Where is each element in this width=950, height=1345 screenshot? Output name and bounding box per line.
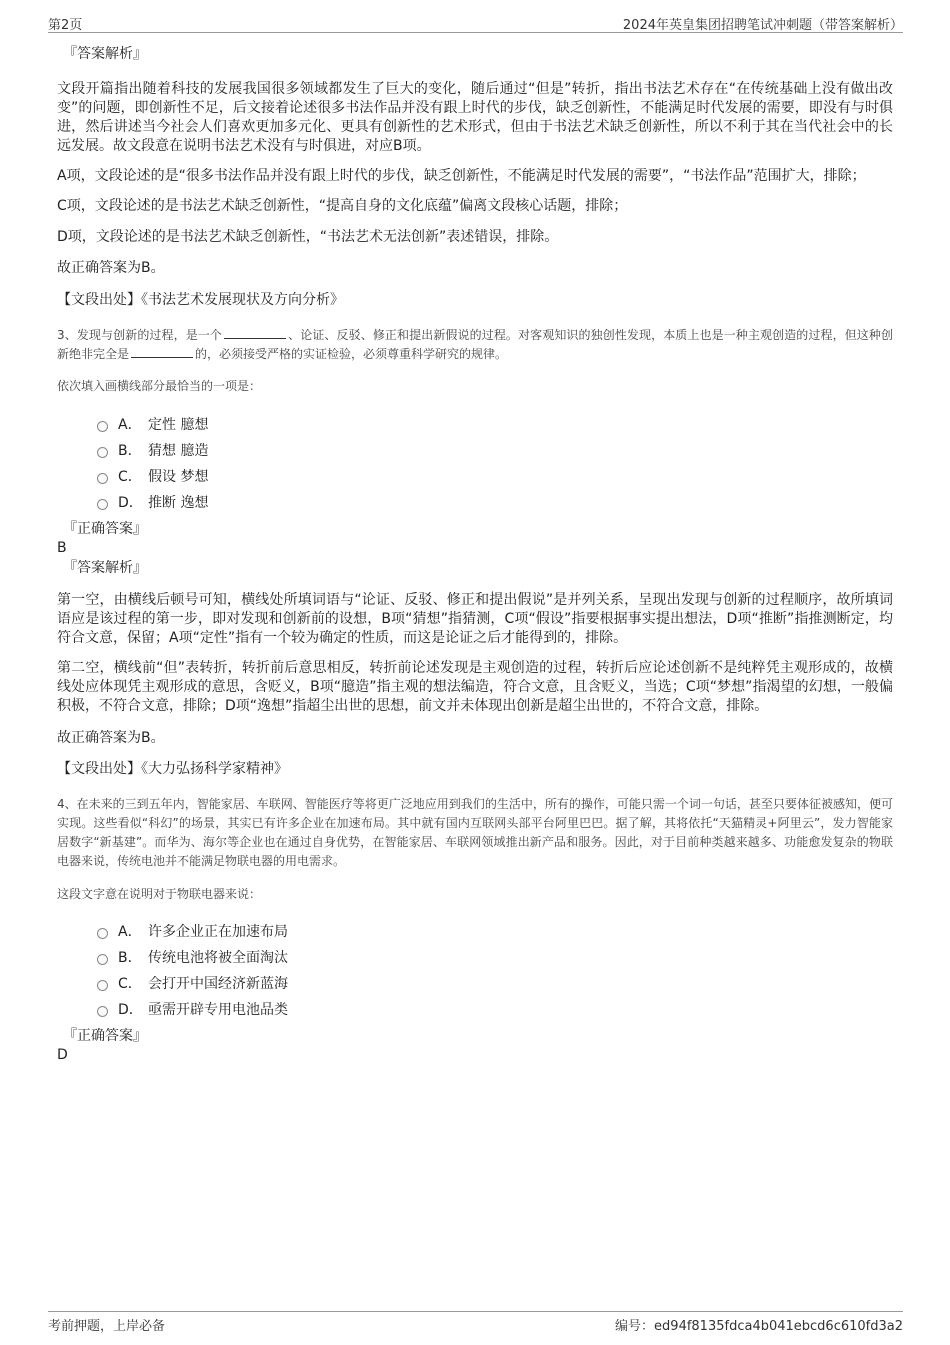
- analysis-paragraph: D项，文段论述的是书法艺术缺乏创新性，“书法艺术无法创新”表述错误，排除。: [57, 229, 559, 245]
- stem-text: 、论证、反驳、修正和提出新假说的过程。对客观知识的独创性发现，本质上也是一种主观创造的过程，但这种创新绝非完全是: [57, 328, 893, 361]
- analysis-paragraph: C项，文段论述的是书法艺术缺乏创新性，“提高自身的文化底蕴”偏离文段核心话题，排除；: [57, 198, 628, 214]
- option-list: [97, 919, 893, 1023]
- source-citation: 【文段出处】《书法艺术发展现状及方向分析》: [57, 292, 344, 308]
- conclusion: 故正确答案为B。: [57, 730, 165, 746]
- radio-icon[interactable]: [97, 447, 108, 458]
- source-citation: 【文段出处】《大力弘扬科学家精神》: [57, 761, 288, 777]
- option-text: 许多企业正在加速布局: [148, 924, 288, 940]
- option-text: 定性 臆想: [148, 417, 209, 433]
- stem-text: 的，必须接受严格的实证检验，必须尊重科学研究的规律。: [195, 347, 508, 361]
- option-letter: A．: [118, 417, 142, 433]
- correct-answer: D: [57, 1047, 68, 1063]
- fill-blank: [224, 326, 286, 339]
- document-serial: 编号：ed94f8135fdca4b041ebcd6c610fd3a2: [615, 1319, 903, 1334]
- option-a[interactable]: [97, 412, 893, 438]
- option-c[interactable]: [97, 971, 893, 997]
- option-letter: D．: [118, 495, 143, 511]
- question-prompt: 依次填入画横线部分最恰当的一项是：: [57, 379, 262, 393]
- analysis-paragraph: 第二空，横线前“但”表转折，转折前后意思相反，转折前论述发现是主观创造的过程，转折后应论述创新不是纯粹凭主观形成的，故横线处应体现凭主观形成的意思，含贬义，B项“臆造”指主观的想法编造，符合文意，且含贬义，当选；C项“梦想”指渴望的幻想，一般偏积极，不符合文意，排除；D项“逸想”指超尘出世的思想，前文并未体现出创新是超尘出世的，不符合文意，排除。: [57, 660, 893, 714]
- option-d[interactable]: [97, 997, 893, 1023]
- conclusion: 故正确答案为B。: [57, 260, 165, 276]
- option-b[interactable]: [97, 945, 893, 971]
- question-prompt: 这段文字意在说明对于物联电器来说：: [57, 887, 262, 901]
- option-b[interactable]: [97, 438, 893, 464]
- page-footer: [48, 1311, 903, 1332]
- option-letter: C．: [118, 976, 142, 992]
- footer-motto: 考前押题，上岸必备: [48, 1319, 166, 1334]
- correct-answer-heading: 『正确答案』: [63, 521, 147, 537]
- stem-text: 3、发现与创新的过程，是一个: [57, 328, 223, 342]
- option-d[interactable]: [97, 490, 893, 516]
- analysis-paragraph: 文段开篇指出随着科技的发展我国很多领域都发生了巨大的变化，随后通过“但是”转折，指出书法艺术存在“在传统基础上没有做出改变”的问题，即创新性不足，后文接着论述很多书法作品并没有跟上时代的步伐，缺乏创新性，不能满足时代发展的需要，即没有与时俱进，然后讲述当今社会人们喜欢更加多元化、更具有创新性的艺术形式，但由于书法艺术缺乏创新性，所以不利于其在当代社会中的长远发展。故文段意在说明书法艺术没有与时俱进，对应B项。: [57, 81, 893, 154]
- analysis-paragraph: 第一空，由横线后顿号可知，横线处所填词语与“论证、反驳、修正和提出假说”是并列关系，呈现出发现与创新的过程顺序，故所填词语应是该过程的第一步，即对发现和创新前的设想，B项“猜想”指猜测，C项“假设”指要根据事实提出想法，D项“推断”指推测断定，均符合文意，保留；A项“定性”指有一个较为确定的性质，而这是论证之后才能得到的，排除。: [57, 592, 893, 646]
- option-text: 亟需开辟专用电池品类: [148, 1002, 288, 1018]
- option-letter: A．: [118, 924, 142, 940]
- page-content: [57, 44, 893, 1064]
- radio-icon[interactable]: [97, 1006, 108, 1017]
- radio-icon[interactable]: [97, 421, 108, 432]
- radio-icon[interactable]: [97, 954, 108, 965]
- analysis-paragraph: A项，文段论述的是“很多书法作品并没有跟上时代的步伐，缺乏创新性，不能满足时代发展的需要”，“书法作品”范围扩大，排除；: [57, 168, 866, 184]
- option-letter: D．: [118, 1002, 143, 1018]
- option-letter: B．: [118, 443, 142, 459]
- correct-answer-heading: 『正确答案』: [63, 1028, 147, 1044]
- question-stem: 4、在未来的三到五年内，智能家居、车联网、智能医疗等将更广泛地应用到我们的生活中，所有的操作，可能只需一个词一句话，甚至只要体征被感知，便可实现。这些看似“科幻”的场景，其实已有许多企业在加速布局。其中就有国内互联网头部平台阿里巴巴。据了解，其将依托“天猫精灵+阿里云”，发力智能家居数字“新基建”。而华为、海尔等企业也在通过自身优势，在智能家居、车联网领域推出新产品和服务。因此，对于目前种类越来越多、功能愈发复杂的物联电器来说，传统电池并不能满足物联电器的用电需求。: [57, 797, 893, 868]
- option-text: 猜想 臆造: [148, 443, 209, 459]
- analysis-heading: 『答案解析』: [63, 46, 147, 62]
- radio-icon[interactable]: [97, 928, 108, 939]
- radio-icon[interactable]: [97, 473, 108, 484]
- option-c[interactable]: [97, 464, 893, 490]
- question-stem: [57, 326, 893, 364]
- correct-answer: B: [57, 540, 67, 556]
- page-header: [48, 12, 903, 33]
- option-letter: B．: [118, 950, 142, 966]
- option-letter: C．: [118, 469, 142, 485]
- option-list: [97, 412, 893, 516]
- fill-blank: [131, 345, 193, 358]
- option-a[interactable]: [97, 919, 893, 945]
- analysis-heading: 『答案解析』: [63, 560, 147, 576]
- radio-icon[interactable]: [97, 499, 108, 510]
- option-text: 推断 逸想: [148, 495, 209, 511]
- option-text: 会打开中国经济新蓝海: [148, 976, 288, 992]
- radio-icon[interactable]: [97, 980, 108, 991]
- option-text: 传统电池将被全面淘汰: [148, 950, 288, 966]
- page-number: 第2页: [48, 18, 83, 33]
- option-text: 假设 梦想: [148, 469, 209, 485]
- document-title: 2024年英皇集团招聘笔试冲刺题（带答案解析）: [622, 18, 903, 33]
